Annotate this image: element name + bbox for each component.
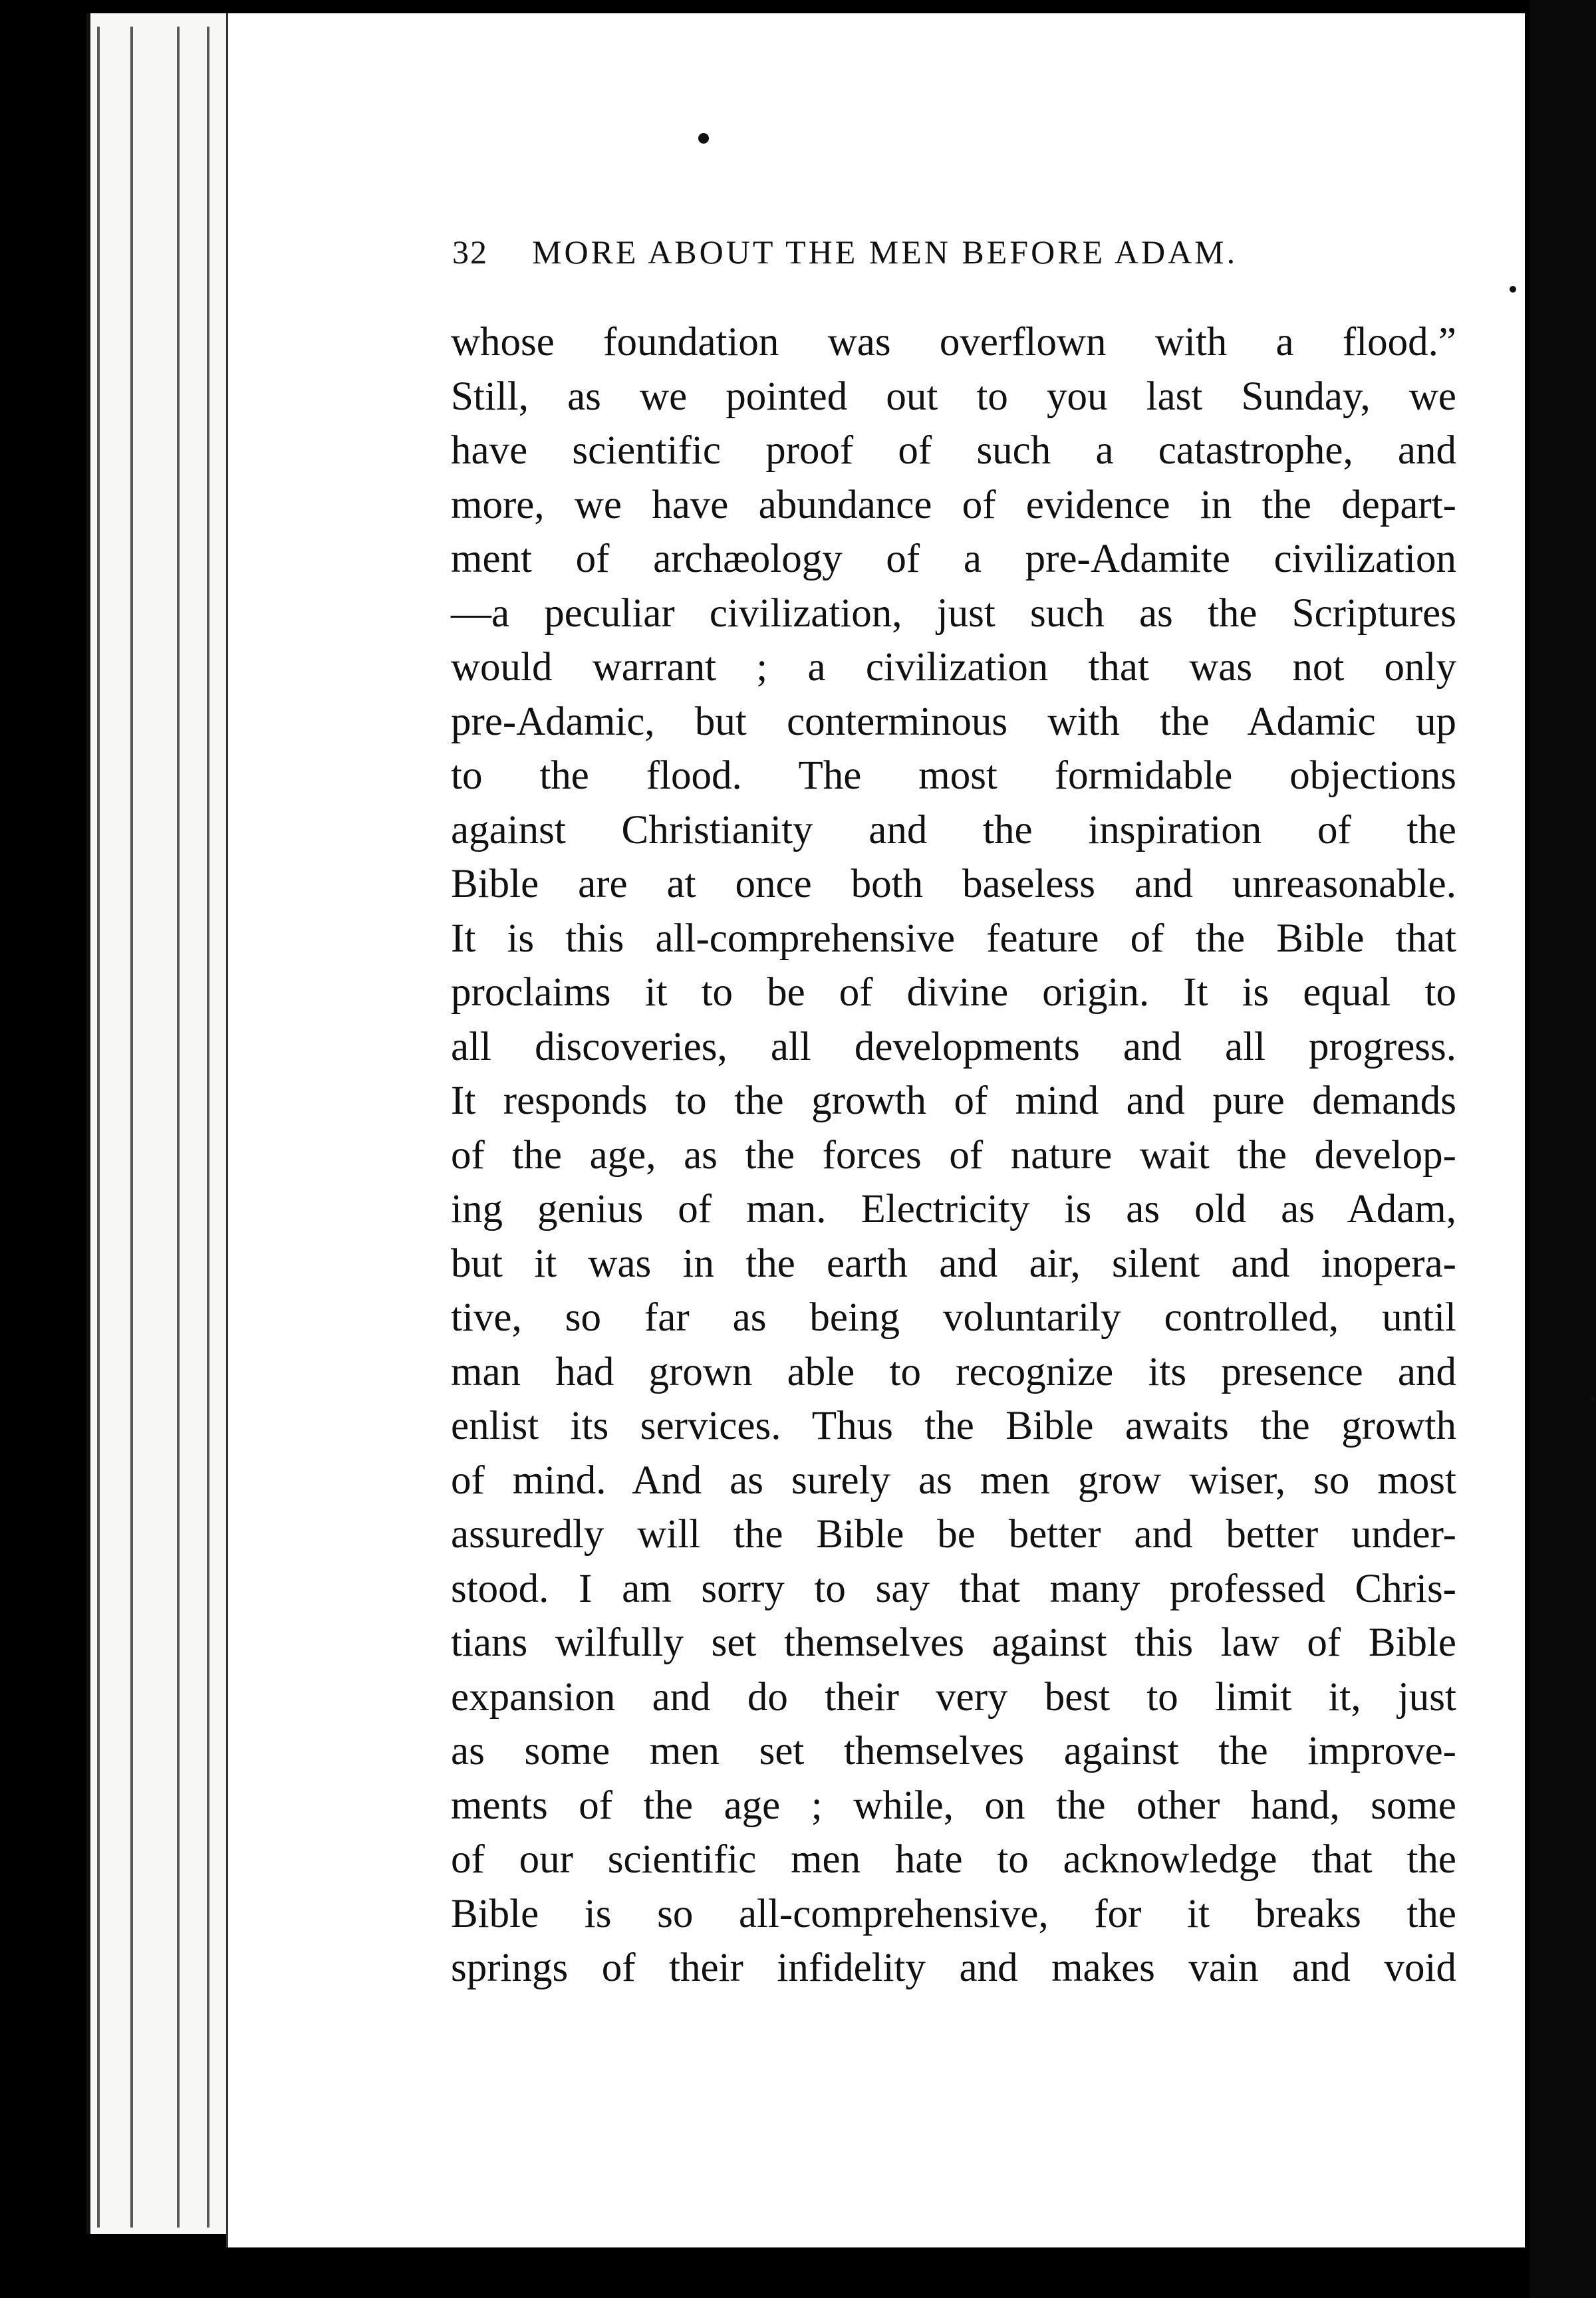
text-line: ment of archæology of a pre-Adamite civilization bbox=[451, 537, 1456, 581]
text-line: stood. I am sorry to say that many professed Chris- bbox=[451, 1566, 1456, 1611]
page-number: 32 bbox=[452, 233, 488, 271]
page-edge-line bbox=[207, 27, 209, 2228]
text-line: have scientific proof of such a catastrophe, and bbox=[451, 428, 1456, 473]
text-line: man had grown able to recognize its presence and bbox=[451, 1349, 1456, 1394]
text-line: of the age, as the forces of nature wait the develop- bbox=[451, 1132, 1456, 1178]
text-line: —a peculiar civilization, just such as the Scriptures bbox=[451, 590, 1456, 636]
text-line: all discoveries, all developments and all progress. bbox=[451, 1024, 1456, 1069]
text-line: as some men set themselves against the improve- bbox=[451, 1729, 1456, 1773]
text-line: more, we have abundance of evidence in the depart- bbox=[451, 482, 1456, 527]
ink-speck bbox=[1510, 286, 1516, 293]
text-line: Still, as we pointed out to you last Sunday, we bbox=[451, 374, 1456, 419]
text-line: whose foundation was overflown with a flood.” bbox=[451, 320, 1456, 364]
page-stack-edges bbox=[86, 13, 243, 2234]
body-text bbox=[451, 315, 1456, 1995]
text-line: expansion and do their very best to limit it, just bbox=[451, 1674, 1456, 1720]
running-head-title: MORE ABOUT THE MEN BEFORE ADAM. bbox=[532, 233, 1238, 271]
ink-speck bbox=[1591, 1396, 1595, 1402]
text-line: assuredly will the Bible be better and better under- bbox=[451, 1512, 1456, 1557]
text-line: but it was in the earth and air, silent and inopera- bbox=[451, 1241, 1456, 1286]
running-head bbox=[452, 233, 1463, 279]
text-line: Bible are at once both baseless and unreasonable. bbox=[451, 862, 1456, 906]
text-line: ments of the age ; while, on the other hand, some bbox=[451, 1783, 1456, 1828]
text-line: ing genius of man. Electricity is as old as Adam, bbox=[451, 1187, 1456, 1231]
ink-speck bbox=[698, 133, 709, 144]
text-line: enlist its services. Thus the Bible awaits the growth bbox=[451, 1404, 1456, 1448]
text-line: proclaims it to be of divine origin. It is equal to bbox=[451, 970, 1456, 1015]
text-line: pre-Adamic, but conterminous with the Adamic up bbox=[451, 699, 1456, 744]
text-line: tive, so far as being voluntarily controlled, until bbox=[451, 1295, 1456, 1340]
page-edge-line bbox=[130, 27, 133, 2228]
page-edge-line bbox=[97, 27, 100, 2228]
text-line: of mind. And as surely as men grow wiser, so most bbox=[451, 1458, 1456, 1503]
text-line: tians wilfully set themselves against this law of Bible bbox=[451, 1620, 1456, 1665]
text-line: of our scientific men hate to acknowledge that the bbox=[451, 1837, 1456, 1882]
text-line: springs of their infidelity and makes vain and void bbox=[451, 1946, 1456, 1990]
text-line: Bible is so all-comprehensive, for it breaks the bbox=[451, 1891, 1456, 1936]
text-line: would warrant ; a civilization that was not only bbox=[451, 645, 1456, 690]
text-line: to the flood. The most formidable objections bbox=[451, 753, 1456, 798]
book-spine-shadow bbox=[1530, 0, 1596, 2298]
text-line: It is this all-comprehensive feature of the Bible that bbox=[451, 916, 1456, 961]
text-line: against Christianity and the inspiration of the bbox=[451, 807, 1456, 852]
page-edge-line bbox=[177, 27, 180, 2228]
text-line: It responds to the growth of mind and pure demands bbox=[451, 1079, 1456, 1123]
